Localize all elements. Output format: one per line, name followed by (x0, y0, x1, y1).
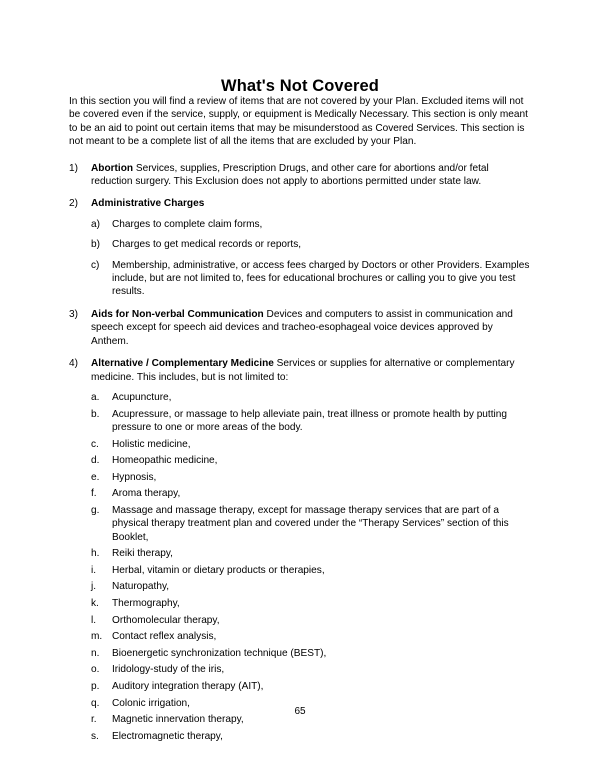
sub-list-marker: r. (91, 714, 97, 726)
sub-list-marker: c. (91, 438, 99, 450)
list-item (69, 357, 531, 743)
sub-list-marker: m. (91, 631, 103, 643)
sub-list-item-text: Acupressure, or massage to help alleviate pain, treat illness or promote health by putting pressure to one or more areas of the body. (112, 408, 507, 433)
sub-list-marker: h. (91, 548, 100, 560)
sub-list-item-text: Orthomolecular therapy, (112, 614, 220, 626)
sub-list-marker: a. (91, 391, 100, 403)
list-item-text (91, 163, 489, 187)
sub-list-item-text: Bioenergetic synchronization technique (BEST), (112, 647, 327, 659)
sub-list-item-text: Acupuncture, (112, 391, 172, 403)
sub-list-item (91, 597, 531, 610)
sub-list-item-text: Contact reflex analysis, (112, 631, 217, 643)
list-item (69, 308, 531, 348)
sub-list-item-text: Herbal, vitamin or dietary products or therapies, (112, 564, 325, 576)
sub-list-marker: a) (91, 218, 100, 230)
sub-list-marker: b) (91, 239, 100, 251)
sub-list-item (91, 504, 531, 544)
list-marker: 4) (69, 358, 78, 370)
sub-list-item (91, 238, 531, 251)
list-item-text (91, 198, 204, 209)
sub-list-item (91, 614, 531, 627)
list-marker: 1) (69, 162, 78, 174)
list-item-body: Services, supplies, Prescription Drugs, and other care for abortions and/or fetal reduction surgery. This Exclusion does not apply to abortions permitted under state law. (91, 162, 489, 188)
list-item-body: Devices and computers to assist in communication and speech except for speech aid devices and tracheo-esophageal voice devices approved by Anthem. (91, 308, 513, 347)
sub-list-marker: i. (91, 564, 97, 576)
sub-list-item (91, 564, 531, 577)
sub-list-item-text: Massage and massage therapy, except for massage therapy services that are part of a physical therapy treatment plan and covered under the “Therapy Services” section of this Booklet, (112, 504, 509, 543)
sub-list-item-text: Hypnosis, (112, 471, 157, 483)
sub-list-item-text: Magnetic innervation therapy, (112, 714, 244, 726)
sub-list-item (91, 218, 531, 231)
sub-list-item-text: Naturopathy, (112, 581, 170, 593)
sub-list-item-text: Iridology-study of the iris, (112, 664, 225, 676)
sub-list-marker: g. (91, 504, 100, 516)
list-marker: 3) (69, 308, 78, 320)
sub-list-item (91, 408, 531, 435)
sub-list-marker: n. (91, 647, 100, 659)
sub-list-marker: q. (91, 697, 100, 709)
sub-list-marker: s. (91, 730, 99, 742)
sub-list-item (91, 680, 531, 693)
sub-list-item (91, 259, 531, 299)
sub-list-item (91, 438, 531, 451)
sub-list-item-text: Homeopathic medicine, (112, 455, 218, 467)
sub-list-item (91, 391, 531, 404)
sub-list-item (91, 663, 531, 676)
sub-list-marker: d. (91, 455, 100, 467)
sub-list-marker: p. (91, 681, 100, 693)
sub-list-marker: j. (91, 581, 97, 593)
sub-list-item (91, 487, 531, 500)
list-marker: 2) (69, 198, 78, 210)
run-in-heading: Aids for Non-verbal Communication (91, 308, 264, 320)
sub-list-item-text: Holistic medicine, (112, 438, 191, 450)
sub-list-marker: b. (91, 408, 100, 420)
sub-list-item-text: Thermography, (112, 598, 180, 610)
sub-list-item-text: Auditory integration therapy (AIT), (112, 681, 264, 693)
list-item-text (91, 309, 513, 347)
sub-list-item (91, 580, 531, 593)
sub-list-item (91, 454, 531, 467)
sub-list-item (91, 547, 531, 560)
sub-list-marker: l. (91, 614, 97, 626)
run-in-heading: Abortion (91, 162, 134, 174)
list-item (69, 197, 531, 298)
list-item-text (91, 358, 515, 382)
sub-list-item-text: Charges to complete claim forms, (112, 218, 263, 230)
intro-paragraph: In this section you will find a review of items that are not covered by your Plan. Excluded items will not be covered even if the service, supply, or equipment is Medically Necessary. This section is only meant to be an aid to point out certain items that may be misunderstood as Covered Services. This section is not meant to be a complete list of all the items that are excluded by your Plan. (69, 96, 528, 148)
sub-list (91, 391, 531, 743)
list-item (69, 162, 531, 189)
document-body (69, 95, 531, 746)
sub-list-item-text: Membership, administrative, or access fees charged by Doctors or other Providers. Examples include, but are not limited to, fees for educational brochures or calling you to give you test results. (112, 259, 530, 298)
sub-list-item-text: Reiki therapy, (112, 548, 173, 560)
sub-list-item-text: Charges to get medical records or reports, (112, 239, 302, 251)
run-in-heading: Alternative / Complementary Medicine (91, 358, 274, 370)
exclusions-list (69, 162, 531, 744)
list-item-body: Services or supplies for alternative or complementary medicine. This includes, but is not limited to: (91, 358, 515, 383)
sub-list-item (91, 471, 531, 484)
sub-list-marker: c) (91, 259, 100, 271)
page-title: What's Not Covered (221, 77, 379, 96)
run-in-heading: Administrative Charges (91, 198, 205, 210)
sub-list-item (91, 730, 531, 743)
sub-list-item (91, 647, 531, 660)
sub-list-item-text: Colonic irrigation, (112, 697, 190, 709)
page-number: 65 (294, 706, 306, 717)
sub-list-item-text: Aroma therapy, (112, 488, 181, 500)
sub-list-item-text: Electromagnetic therapy, (112, 730, 223, 742)
sub-list-marker: o. (91, 664, 100, 676)
sub-list-marker: k. (91, 598, 99, 610)
sub-list-marker: f. (91, 488, 97, 500)
sub-list-item (91, 630, 531, 643)
sub-list-marker: e. (91, 471, 100, 483)
sub-list (91, 218, 531, 299)
